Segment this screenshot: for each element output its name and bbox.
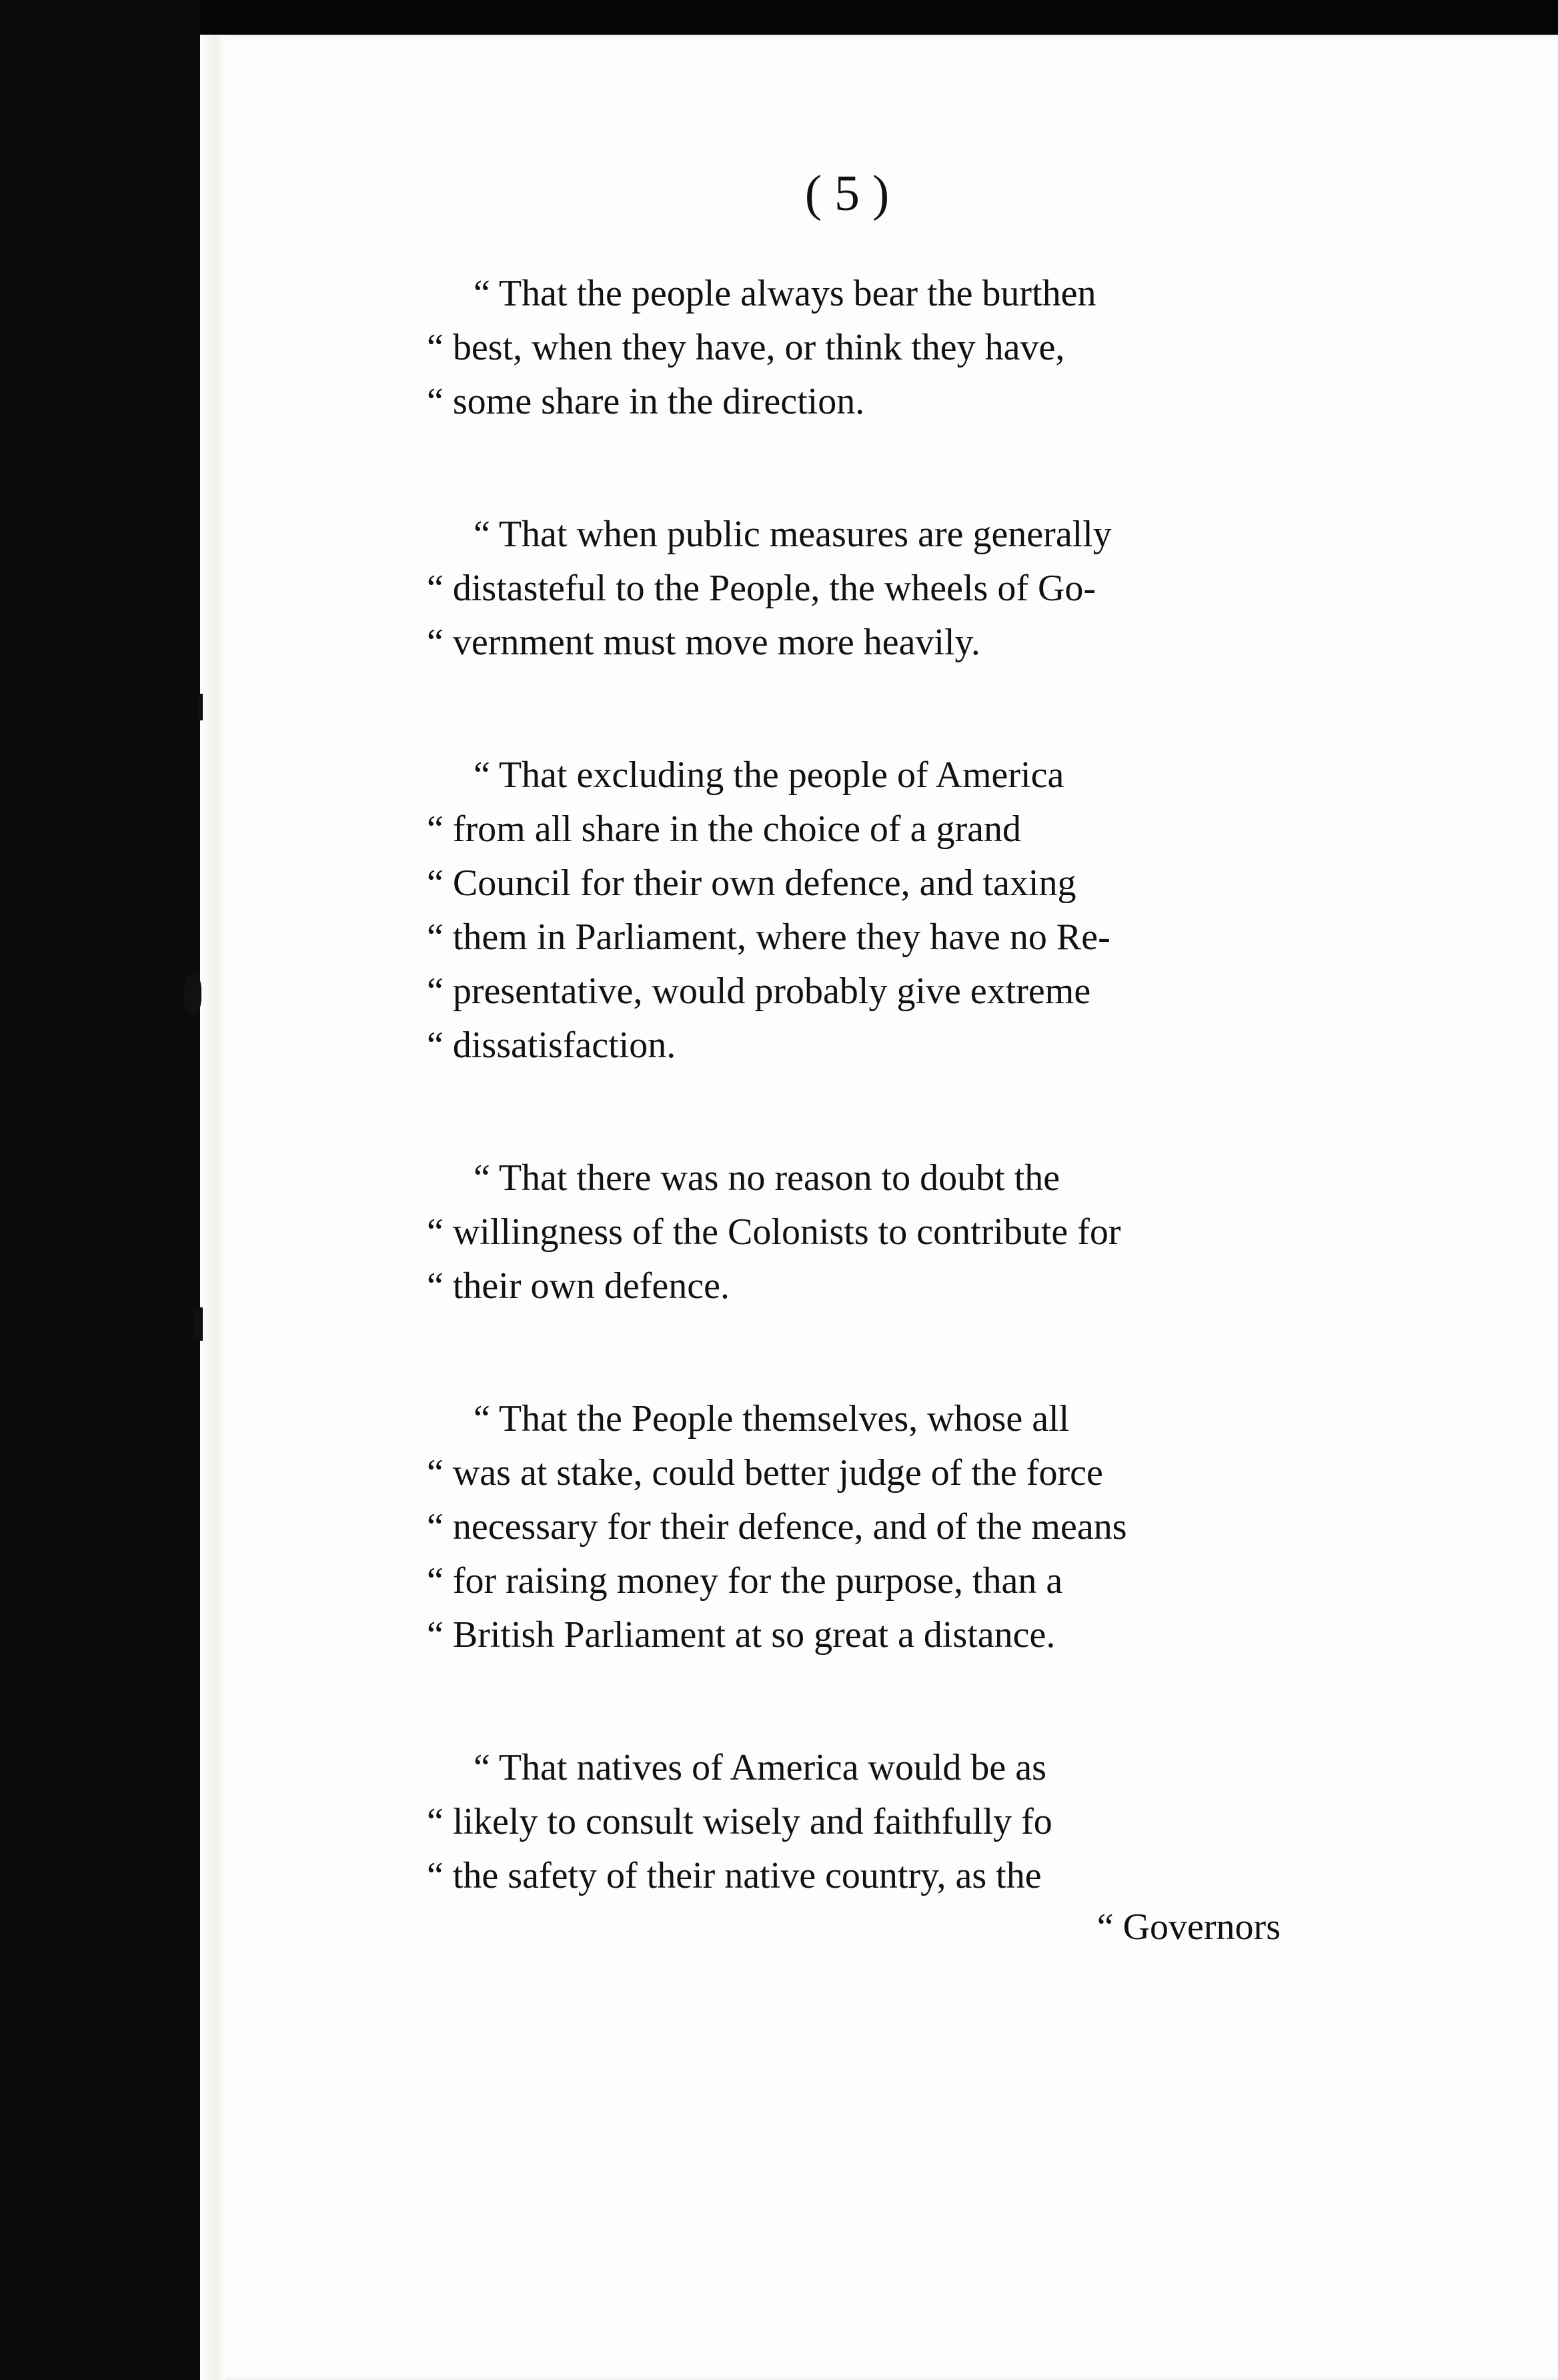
text-line: “ vernment must move more heavily. bbox=[427, 622, 980, 663]
text-line: “ British Parliament at so great a distance. bbox=[427, 1614, 1056, 1656]
text-line: “ from all share in the choice of a grand bbox=[427, 808, 1021, 850]
paragraph bbox=[427, 508, 1294, 670]
paragraph bbox=[427, 1741, 1294, 1954]
text-line: “ them in Parliament, where they have no Re- bbox=[427, 917, 1110, 958]
binding-mark bbox=[184, 974, 201, 1014]
text-line: “ best, when they have, or think they have, bbox=[427, 327, 1065, 368]
text-line: “ That the people always bear the burthen bbox=[474, 273, 1096, 314]
page-body bbox=[427, 267, 1294, 1954]
text-line: “ some share in the direction. bbox=[427, 381, 865, 422]
text-line: “ That there was no reason to doubt the bbox=[474, 1157, 1060, 1199]
paragraph bbox=[427, 1151, 1294, 1313]
text-line: “ presentative, would probably give extreme bbox=[427, 971, 1091, 1012]
scan-top-border bbox=[0, 0, 1558, 35]
text-line: “ dissatisfaction. bbox=[427, 1025, 676, 1066]
text-line: “ likely to consult wisely and faithfully fo bbox=[427, 1801, 1052, 1842]
text-line: “ distasteful to the People, the wheels of Go- bbox=[427, 568, 1096, 609]
paragraph bbox=[427, 1392, 1294, 1662]
text-line: “ necessary for their defence, and of the means bbox=[427, 1506, 1127, 1548]
paragraph bbox=[427, 267, 1294, 429]
page-number: ( 5 ) bbox=[804, 165, 890, 221]
text-line: “ their own defence. bbox=[427, 1265, 730, 1307]
text-line: “ Council for their own defence, and taxing bbox=[427, 862, 1076, 904]
paragraph bbox=[427, 748, 1294, 1073]
text-line: “ willingness of the Colonists to contribute for bbox=[427, 1211, 1121, 1253]
catchword: “ Governors bbox=[1096, 1906, 1281, 1948]
binding-mark bbox=[197, 694, 203, 720]
text-line: “ was at stake, could better judge of the force bbox=[427, 1452, 1103, 1494]
binding-mark bbox=[193, 1307, 203, 1341]
text-line: “ That excluding the people of America bbox=[474, 754, 1064, 796]
text-line: “ the safety of their native country, as the bbox=[427, 1855, 1042, 1896]
text-line: “ That natives of America would be as bbox=[474, 1747, 1046, 1788]
scan-left-border bbox=[0, 0, 200, 2380]
text-line: “ for raising money for the purpose, than a bbox=[427, 1560, 1063, 1602]
text-line: “ That when public measures are generally bbox=[474, 514, 1112, 555]
text-line: “ That the People themselves, whose all bbox=[474, 1398, 1070, 1439]
page-gutter bbox=[200, 35, 225, 2380]
